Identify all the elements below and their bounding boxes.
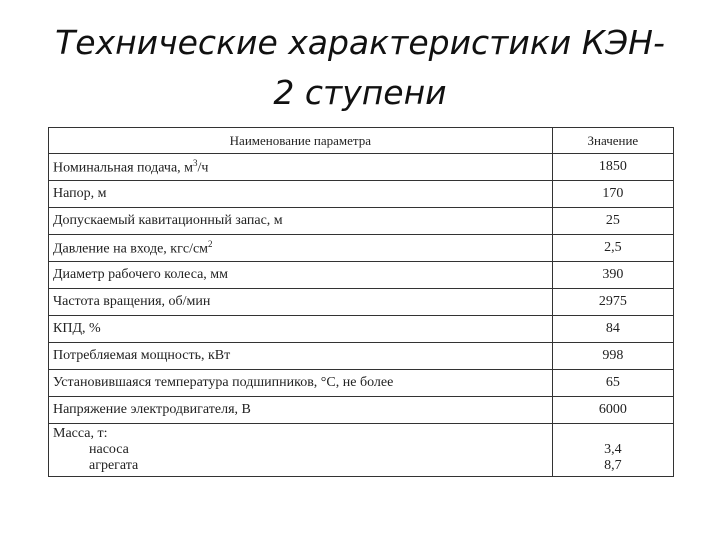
parameter-unit-exponent: 3 <box>193 157 198 168</box>
title-line-1: Технические характеристики КЭН- <box>55 23 665 62</box>
table-row <box>49 370 674 397</box>
specs-table <box>48 127 674 477</box>
parameter-name-cell <box>49 316 553 343</box>
table-row <box>49 397 674 424</box>
cell-mass-values <box>552 424 673 477</box>
header-parameter-name: Наименование параметра <box>49 128 553 154</box>
parameter-name-cell <box>49 370 553 397</box>
parameter-name-cell <box>49 235 553 262</box>
parameter-name: Допускаемый кавитационный запас, м <box>53 213 283 228</box>
parameter-value: 2,5 <box>552 235 673 262</box>
parameter-name: Частота вращения, об/мин <box>53 294 211 309</box>
parameter-unit-exponent: 2 <box>208 238 213 249</box>
table-row <box>49 343 674 370</box>
parameter-name-cell <box>49 343 553 370</box>
header-row <box>49 128 674 154</box>
table-row <box>49 154 674 181</box>
parameter-name: Номинальная подача, м <box>53 160 194 176</box>
parameter-name-cell <box>49 262 553 289</box>
parameter-value: 25 <box>552 208 673 235</box>
parameter-value: 2975 <box>552 289 673 316</box>
parameter-value: 1850 <box>552 154 673 181</box>
parameter-name: Диаметр рабочего колеса, мм <box>53 267 229 282</box>
parameter-unit-suffix: /ч <box>197 160 209 176</box>
table-row-mass <box>49 424 674 477</box>
table-row <box>49 181 674 208</box>
table-row <box>49 316 674 343</box>
parameter-name: Напряжение электродвигателя, В <box>53 402 251 417</box>
table-row <box>49 262 674 289</box>
specs-table-container <box>48 127 674 477</box>
parameter-name-cell <box>49 397 553 424</box>
mass-label: Масса, т: <box>53 426 108 441</box>
parameter-value: 170 <box>552 181 673 208</box>
parameter-value: 84 <box>552 316 673 343</box>
table-row <box>49 289 674 316</box>
parameter-name-cell <box>49 208 553 235</box>
mass-item-unit-value: 8,7 <box>604 458 622 473</box>
parameter-value: 65 <box>552 370 673 397</box>
mass-item-pump-value: 3,4 <box>604 442 622 457</box>
mass-item-unit-name: агрегата <box>89 458 139 473</box>
slide-title <box>0 18 720 118</box>
table-row <box>49 235 674 262</box>
parameter-name-cell <box>49 289 553 316</box>
parameter-name-cell <box>49 181 553 208</box>
table-row <box>49 208 674 235</box>
parameter-value: 998 <box>552 343 673 370</box>
title-line-2: 2 ступени <box>273 73 447 112</box>
parameter-name: Потребляемая мощность, кВт <box>53 348 231 363</box>
table-body <box>49 154 674 477</box>
mass-item-pump-name: насоса <box>89 442 129 457</box>
header-value: Значение <box>552 128 673 154</box>
parameter-name: Давление на входе, кгс/см <box>53 241 209 257</box>
parameter-name: Напор, м <box>53 186 107 201</box>
parameter-value: 390 <box>552 262 673 289</box>
parameter-value: 6000 <box>552 397 673 424</box>
parameter-name: Установившаяся температура подшипников, °С, не более <box>53 375 394 390</box>
cell-mass-names <box>49 424 553 477</box>
parameter-name-cell <box>49 154 553 181</box>
parameter-name: КПД, % <box>53 321 101 336</box>
